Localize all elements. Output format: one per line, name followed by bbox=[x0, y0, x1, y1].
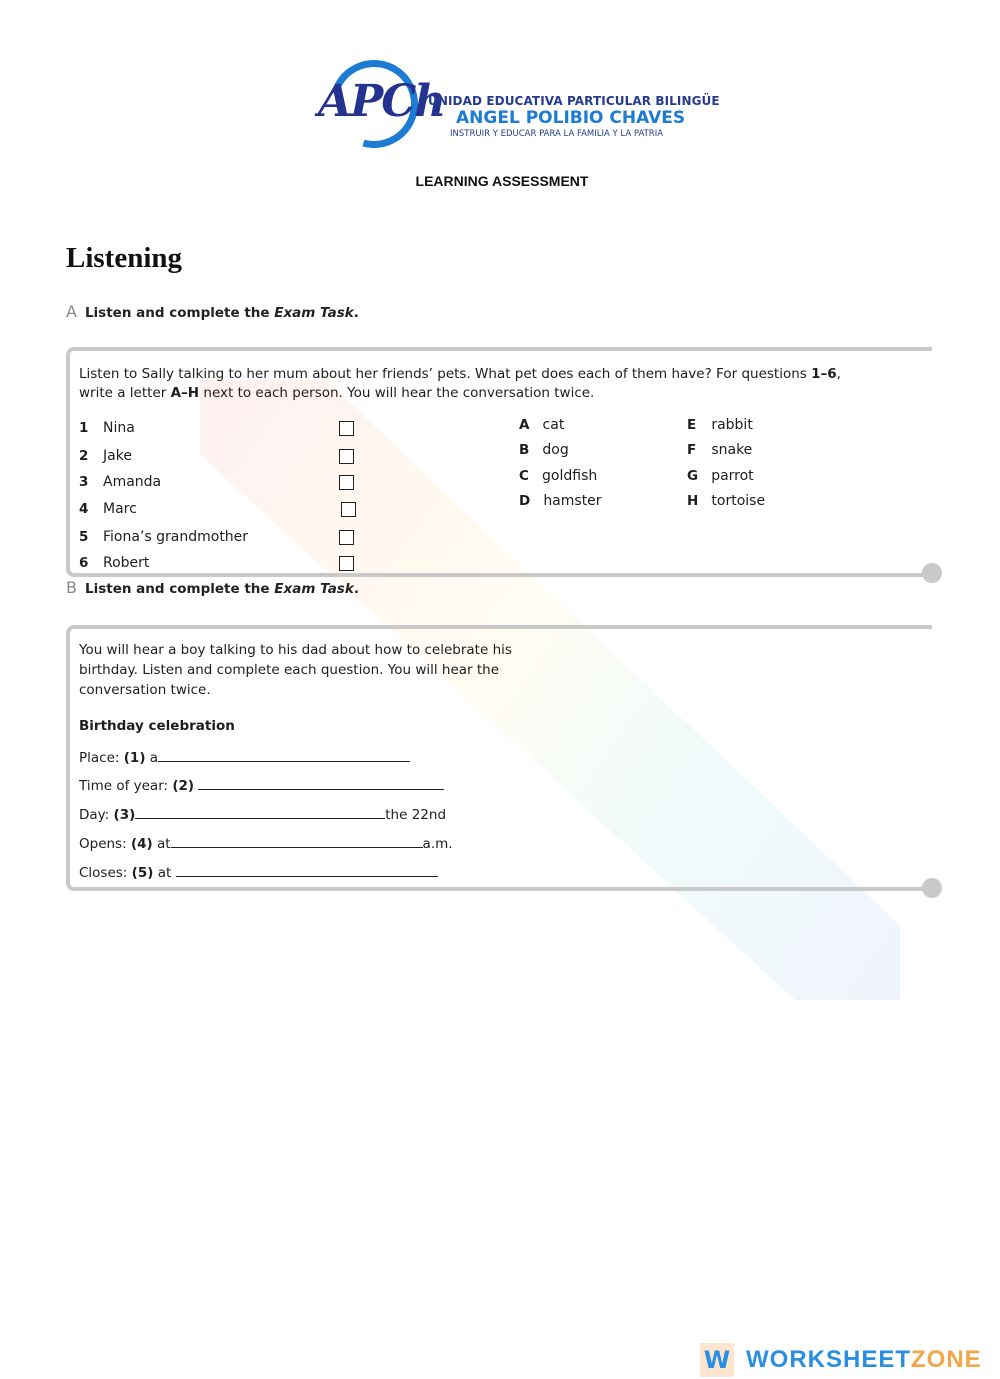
part-b-box-end-dot bbox=[922, 878, 942, 898]
option-word: hamster bbox=[543, 493, 602, 509]
answer-blank-2[interactable] bbox=[198, 777, 444, 790]
form-prefix: at bbox=[156, 836, 171, 852]
part-b-instruction bbox=[66, 578, 359, 597]
question-number: 6 bbox=[79, 555, 89, 571]
part-a-instruction bbox=[66, 302, 359, 321]
option-word: tortoise bbox=[711, 493, 766, 509]
answer-checkbox[interactable] bbox=[339, 556, 354, 571]
option-item bbox=[687, 439, 752, 458]
option-letter: D bbox=[519, 493, 531, 509]
option-word: goldfish bbox=[542, 468, 598, 484]
question-person: Robert bbox=[103, 555, 150, 571]
part-b-instruction-em: Exam Task bbox=[274, 581, 354, 597]
school-logo bbox=[318, 58, 720, 158]
option-letter: H bbox=[687, 493, 699, 509]
form-label: Opens: bbox=[79, 836, 127, 852]
form-question-number: (2) bbox=[172, 778, 195, 794]
question-person: Amanda bbox=[103, 474, 162, 490]
form-line-closes bbox=[79, 864, 438, 881]
question-person: Marc bbox=[103, 501, 137, 517]
form-line-day bbox=[79, 806, 446, 823]
school-name: ANGEL POLIBIO CHAVES bbox=[456, 108, 686, 128]
answer-blank-3[interactable] bbox=[135, 806, 385, 819]
option-item bbox=[519, 414, 564, 433]
answer-checkbox[interactable] bbox=[339, 449, 354, 464]
part-a-instruction-em: Exam Task bbox=[274, 305, 354, 321]
answer-checkbox[interactable] bbox=[339, 421, 354, 436]
brand-logo-icon: W bbox=[700, 1343, 734, 1377]
form-prefix: at bbox=[157, 865, 172, 881]
answer-checkbox[interactable] bbox=[339, 475, 354, 490]
part-a-intro-line1 bbox=[79, 365, 841, 384]
question-number: 1 bbox=[79, 420, 89, 436]
form-suffix: the 22nd bbox=[385, 807, 447, 823]
option-item bbox=[687, 465, 754, 484]
form-label: Day: bbox=[79, 807, 110, 823]
part-a-letter: A bbox=[66, 302, 77, 321]
part-b-instruction-suffix: . bbox=[353, 581, 359, 597]
part-a-instruction-suffix: . bbox=[353, 305, 359, 321]
option-item bbox=[519, 439, 569, 458]
answer-blank-5[interactable] bbox=[176, 864, 438, 877]
option-letter: C bbox=[519, 468, 529, 484]
brand-text-part2: ZONE bbox=[911, 1346, 982, 1373]
intro-bold: A–H bbox=[170, 385, 200, 401]
option-word: parrot bbox=[711, 468, 754, 484]
form-line-opens bbox=[79, 835, 453, 852]
answer-blank-1[interactable] bbox=[158, 749, 410, 762]
option-letter: B bbox=[519, 442, 530, 458]
form-label: Closes: bbox=[79, 865, 128, 881]
question-number: 5 bbox=[79, 529, 89, 545]
form-prefix: a bbox=[149, 750, 159, 766]
form-question-number: (4) bbox=[130, 836, 153, 852]
school-motto: INSTRUIR Y EDUCAR PARA LA FAMILIA Y LA PATRIA bbox=[450, 129, 664, 139]
question-person: Jake bbox=[103, 448, 132, 464]
question-number: 4 bbox=[79, 501, 89, 517]
part-b-intro-line1: You will hear a boy talking to his dad about how to celebrate his bbox=[79, 642, 512, 658]
form-question-number: (3) bbox=[113, 807, 136, 823]
birthday-subheading: Birthday celebration bbox=[79, 718, 235, 734]
option-word: cat bbox=[542, 417, 565, 433]
intro-text: write a letter bbox=[79, 385, 171, 401]
option-item bbox=[687, 490, 765, 509]
part-a-intro-line2 bbox=[79, 384, 594, 403]
form-label: Time of year: bbox=[79, 778, 169, 794]
question-person: Nina bbox=[103, 420, 135, 436]
question-number: 3 bbox=[79, 474, 89, 490]
part-b-intro-line2: birthday. Listen and complete each question. You will hear the bbox=[79, 662, 500, 678]
question-person: Fiona’s grandmother bbox=[103, 529, 249, 545]
part-b-letter: B bbox=[66, 578, 77, 597]
part-a-instruction-text: Listen and complete the bbox=[84, 305, 270, 321]
part-b-intro-line3: conversation twice. bbox=[79, 682, 211, 698]
form-line-time-of-year bbox=[79, 777, 444, 794]
option-letter: G bbox=[687, 468, 699, 484]
brand-text-part1: WORKSHEET bbox=[746, 1346, 911, 1373]
form-question-number: (5) bbox=[131, 865, 154, 881]
document-title: LEARNING ASSESSMENT bbox=[415, 173, 589, 189]
answer-checkbox[interactable] bbox=[341, 502, 356, 517]
form-line-place bbox=[79, 749, 410, 766]
logo-monogram: APCh bbox=[318, 76, 445, 127]
option-word: rabbit bbox=[711, 417, 753, 433]
option-letter: A bbox=[519, 417, 530, 433]
answer-checkbox[interactable] bbox=[339, 530, 354, 545]
worksheetzone-brand[interactable] bbox=[700, 1343, 982, 1377]
option-letter: F bbox=[687, 442, 697, 458]
option-item bbox=[519, 490, 602, 509]
intro-bold: 1–6 bbox=[811, 366, 837, 382]
part-a-box-end-dot bbox=[922, 563, 942, 583]
intro-text: , bbox=[836, 366, 841, 382]
part-b-instruction-text: Listen and complete the bbox=[84, 581, 270, 597]
form-question-number: (1) bbox=[123, 750, 146, 766]
option-word: dog bbox=[542, 442, 569, 458]
option-item bbox=[687, 414, 753, 433]
form-label: Place: bbox=[79, 750, 120, 766]
option-item bbox=[519, 465, 597, 484]
form-suffix: a.m. bbox=[422, 836, 453, 852]
option-word: snake bbox=[711, 442, 753, 458]
question-number: 2 bbox=[79, 448, 89, 464]
option-letter: E bbox=[687, 417, 697, 433]
intro-text: next to each person. You will hear the conversation twice. bbox=[199, 385, 595, 401]
section-title: Listening bbox=[66, 242, 183, 274]
brand-wordmark bbox=[746, 1346, 982, 1374]
answer-blank-4[interactable] bbox=[171, 835, 423, 848]
school-type: UNIDAD EDUCATIVA PARTICULAR BILINGÜE bbox=[428, 94, 720, 108]
intro-text: Listen to Sally talking to her mum about her friends’ pets. What pet does each of them have? For questions bbox=[79, 366, 812, 382]
